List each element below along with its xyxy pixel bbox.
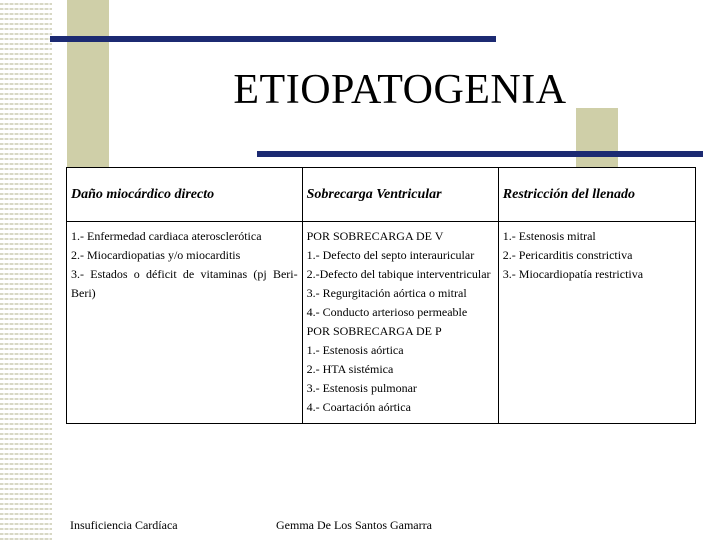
list-item: 3.- Regurgitación aórtica o mitral xyxy=(306,286,467,300)
etiology-table xyxy=(66,167,696,424)
slide-title: ETIOPATOGENIA xyxy=(233,67,567,113)
list-item: POR SOBRECARGA DE V xyxy=(306,229,444,243)
cell-sobrecarga-ventricular xyxy=(302,222,498,424)
list-item: 1.- Estenosis aórtica xyxy=(306,343,404,357)
list-item: 2.- Miocardiopatias y/o miocarditis xyxy=(71,248,241,262)
footer-topic: Insuficiencia Cardíaca xyxy=(70,518,178,532)
list-item: 2.-Defecto del tabique interventricular xyxy=(306,267,491,281)
list-item: 2.- Pericarditis constrictiva xyxy=(502,248,633,262)
decorative-bar-bottom xyxy=(257,151,703,157)
table-header-row xyxy=(67,168,696,222)
list-item: 3.- Estados o déficit de vitaminas (pj Beri-Beri) xyxy=(71,267,298,300)
list-item: POR SOBRECARGA DE P xyxy=(306,324,442,338)
decorative-tan-block-right xyxy=(576,108,618,167)
header-dano-miocardico: Daño miocárdico directo xyxy=(67,168,303,222)
list-item: 4.- Conducto arterioso permeable xyxy=(306,305,468,319)
footer-author: Gemma De Los Santos Gamarra xyxy=(276,518,432,532)
cell-restriccion-llenado xyxy=(498,222,695,424)
list-item: 2.- HTA sistémica xyxy=(306,362,394,376)
list-item: 1.- Estenosis mitral xyxy=(502,229,596,243)
decorative-bar-top xyxy=(50,36,496,42)
header-restriccion-llenado: Restricción del llenado xyxy=(498,168,695,222)
left-striped-border xyxy=(0,0,52,540)
cell-dano-miocardico xyxy=(67,222,303,424)
table-row xyxy=(67,222,696,424)
decorative-tan-block xyxy=(67,0,109,167)
header-sobrecarga-ventricular: Sobrecarga Ventricular xyxy=(302,168,498,222)
list-item: 3.- Miocardiopatía restrictiva xyxy=(502,267,644,281)
list-item: 1.- Enfermedad cardiaca aterosclerótica xyxy=(71,229,262,243)
list-item: 3.- Estenosis pulmonar xyxy=(306,381,417,395)
list-item: 4.- Coartación aórtica xyxy=(306,400,411,414)
list-item: 1.- Defecto del septo interauricular xyxy=(306,248,475,262)
